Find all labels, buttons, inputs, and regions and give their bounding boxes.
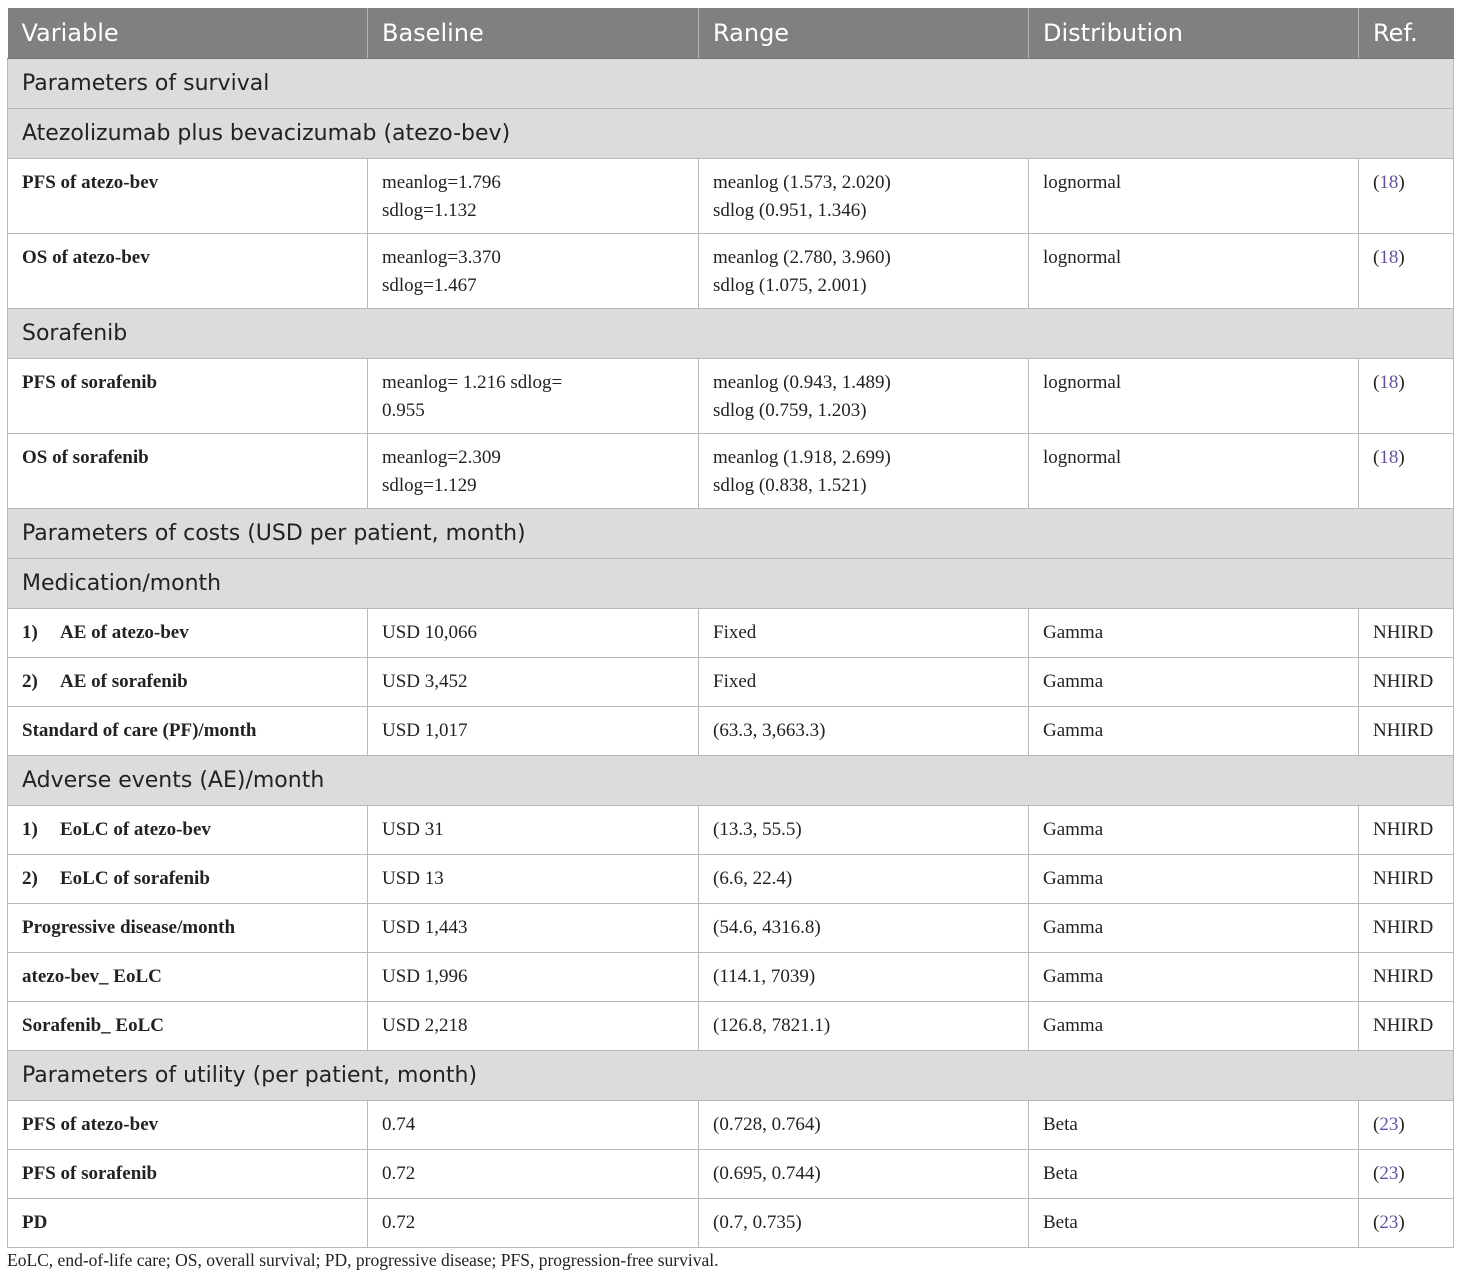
table-body: [8, 59, 1454, 1248]
cell-variable: [8, 658, 368, 707]
range-line: meanlog (1.918, 2.699): [713, 447, 891, 468]
baseline-line: meanlog=1.796: [382, 172, 501, 193]
table-row: [8, 953, 1454, 1002]
parameters-table: [7, 8, 1454, 1248]
cell-variable: [8, 434, 368, 509]
cell-distribution: Gamma: [1029, 658, 1359, 707]
range-line: (54.6, 4316.8): [713, 917, 821, 938]
cell-baseline: [368, 953, 699, 1002]
section-row: [8, 1051, 1454, 1101]
cell-distribution: lognormal: [1029, 234, 1359, 309]
range-line: (0.695, 0.744): [713, 1163, 821, 1184]
baseline-line: meanlog=3.370: [382, 247, 501, 268]
section-label: Parameters of costs (USD per patient, month): [8, 509, 1454, 559]
range-line: (0.728, 0.764): [713, 1114, 821, 1135]
cell-ref: NHIRD: [1359, 658, 1454, 707]
cell-ref: (18): [1359, 159, 1454, 234]
table-row: [8, 434, 1454, 509]
reference-link[interactable]: 18: [1379, 447, 1399, 468]
cell-variable: [8, 609, 368, 658]
section-row: [8, 309, 1454, 359]
baseline-line: meanlog=2.309: [382, 447, 501, 468]
cell-variable: [8, 1101, 368, 1150]
cell-ref: NHIRD: [1359, 953, 1454, 1002]
reference-link[interactable]: 18: [1379, 247, 1399, 268]
table-row: [8, 1101, 1454, 1150]
variable-label: OS of atezo-bev: [22, 247, 150, 268]
cell-baseline: [368, 609, 699, 658]
cell-variable: [8, 1199, 368, 1248]
cell-variable: [8, 1150, 368, 1199]
table-row: [8, 806, 1454, 855]
cell-baseline: [368, 1002, 699, 1051]
table-row: [8, 159, 1454, 234]
section-row: [8, 59, 1454, 109]
range-line: (6.6, 22.4): [713, 868, 793, 889]
cell-baseline: [368, 359, 699, 434]
cell-baseline: [368, 806, 699, 855]
cell-range: [699, 707, 1029, 756]
range-line: meanlog (2.780, 3.960): [713, 247, 891, 268]
table-row: [8, 658, 1454, 707]
cell-range: [699, 806, 1029, 855]
section-row: [8, 559, 1454, 609]
table-row: [8, 707, 1454, 756]
cell-distribution: Beta: [1029, 1150, 1359, 1199]
variable-label: PFS of atezo-bev: [22, 1114, 159, 1135]
variable-label: AE of atezo-bev: [60, 622, 189, 643]
reference-link[interactable]: 23: [1379, 1212, 1399, 1233]
cell-range: [699, 658, 1029, 707]
header-range: Range: [699, 8, 1029, 59]
table-row: [8, 855, 1454, 904]
cell-ref: NHIRD: [1359, 855, 1454, 904]
header-row: [8, 8, 1454, 59]
cell-ref: NHIRD: [1359, 609, 1454, 658]
cell-variable: [8, 904, 368, 953]
range-line: meanlog (0.943, 1.489): [713, 372, 891, 393]
section-row: [8, 756, 1454, 806]
table-footnote: EoLC, end-of-life care; OS, overall survival; PD, progressive disease; PFS, progression-free survival.: [7, 1250, 719, 1270]
table-row: [8, 904, 1454, 953]
cell-distribution: Beta: [1029, 1101, 1359, 1150]
cell-baseline: [368, 855, 699, 904]
cell-range: [699, 1101, 1029, 1150]
section-label: Parameters of utility (per patient, month): [8, 1051, 1454, 1101]
baseline-line: 0.955: [382, 400, 425, 421]
cell-range: [699, 1199, 1029, 1248]
header-variable: Variable: [8, 8, 368, 59]
variable-label: PFS of atezo-bev: [22, 172, 159, 193]
reference-link[interactable]: 18: [1379, 372, 1399, 393]
range-line: (63.3, 3,663.3): [713, 720, 826, 741]
baseline-line: USD 1,443: [382, 917, 468, 938]
section-label: Atezolizumab plus bevacizumab (atezo-bev): [8, 109, 1454, 159]
reference-link[interactable]: 23: [1379, 1163, 1399, 1184]
cell-baseline: [368, 1199, 699, 1248]
cell-range: [699, 855, 1029, 904]
cell-variable: [8, 855, 368, 904]
table-row: [8, 359, 1454, 434]
range-line: sdlog (0.759, 1.203): [713, 400, 867, 421]
cell-ref: NHIRD: [1359, 707, 1454, 756]
baseline-line: USD 1,996: [382, 966, 468, 987]
cell-baseline: [368, 434, 699, 509]
cell-distribution: Gamma: [1029, 609, 1359, 658]
header-baseline: Baseline: [368, 8, 699, 59]
variable-label: EoLC of sorafenib: [60, 868, 210, 889]
cell-ref: (23): [1359, 1150, 1454, 1199]
cell-distribution: Gamma: [1029, 1002, 1359, 1051]
variable-label: PFS of sorafenib: [22, 372, 158, 393]
table-row: [8, 609, 1454, 658]
baseline-line: USD 31: [382, 819, 444, 840]
section-label: Parameters of survival: [8, 59, 1454, 109]
cell-variable: [8, 359, 368, 434]
variable-label: Progressive disease/month: [22, 917, 236, 938]
range-line: sdlog (1.075, 2.001): [713, 275, 867, 296]
range-line: (126.8, 7821.1): [713, 1015, 831, 1036]
baseline-line: 0.74: [382, 1114, 416, 1135]
reference-link[interactable]: 18: [1379, 172, 1399, 193]
cell-baseline: [368, 904, 699, 953]
cell-baseline: [368, 234, 699, 309]
baseline-line: USD 10,066: [382, 622, 478, 643]
section-row: [8, 509, 1454, 559]
variable-label: atezo-bev_ EoLC: [22, 966, 162, 987]
cell-ref: NHIRD: [1359, 1002, 1454, 1051]
item-number: 1): [22, 622, 38, 643]
range-line: meanlog (1.573, 2.020): [713, 172, 891, 193]
cell-range: [699, 159, 1029, 234]
cell-baseline: [368, 658, 699, 707]
baseline-line: meanlog= 1.216 sdlog=: [382, 372, 563, 393]
cell-variable: [8, 234, 368, 309]
range-line: Fixed: [713, 671, 757, 692]
cell-baseline: [368, 1150, 699, 1199]
variable-label: PD: [22, 1212, 48, 1233]
variable-label: Standard of care (PF)/month: [22, 720, 257, 741]
cell-baseline: [368, 707, 699, 756]
parameters-table-container: [7, 8, 1453, 1248]
cell-range: [699, 904, 1029, 953]
cell-ref: NHIRD: [1359, 904, 1454, 953]
range-line: (13.3, 55.5): [713, 819, 802, 840]
section-row: [8, 109, 1454, 159]
section-label: Adverse events (AE)/month: [8, 756, 1454, 806]
variable-label: Sorafenib_ EoLC: [22, 1015, 164, 1036]
cell-ref: (23): [1359, 1199, 1454, 1248]
variable-label: EoLC of atezo-bev: [60, 819, 211, 840]
baseline-line: sdlog=1.467: [382, 275, 477, 296]
cell-variable: [8, 1002, 368, 1051]
baseline-line: USD 13: [382, 868, 444, 889]
cell-variable: [8, 806, 368, 855]
cell-distribution: lognormal: [1029, 359, 1359, 434]
cell-range: [699, 1002, 1029, 1051]
cell-range: [699, 1150, 1029, 1199]
baseline-line: 0.72: [382, 1163, 416, 1184]
section-label: Sorafenib: [8, 309, 1454, 359]
header-distribution: Distribution: [1029, 8, 1359, 59]
range-line: sdlog (0.951, 1.346): [713, 200, 867, 221]
reference-link[interactable]: 23: [1379, 1114, 1399, 1135]
cell-ref: (18): [1359, 434, 1454, 509]
cell-variable: [8, 953, 368, 1002]
cell-baseline: [368, 1101, 699, 1150]
cell-variable: [8, 159, 368, 234]
header-ref: Ref.: [1359, 8, 1454, 59]
cell-ref: (23): [1359, 1101, 1454, 1150]
range-line: sdlog (0.838, 1.521): [713, 475, 867, 496]
variable-label: OS of sorafenib: [22, 447, 149, 468]
cell-ref: (18): [1359, 234, 1454, 309]
cell-distribution: lognormal: [1029, 434, 1359, 509]
baseline-line: USD 1,017: [382, 720, 468, 741]
cell-distribution: Gamma: [1029, 904, 1359, 953]
cell-range: [699, 953, 1029, 1002]
cell-distribution: Gamma: [1029, 806, 1359, 855]
table-row: [8, 1002, 1454, 1051]
cell-range: [699, 434, 1029, 509]
baseline-line: USD 2,218: [382, 1015, 468, 1036]
cell-ref: (18): [1359, 359, 1454, 434]
cell-baseline: [368, 159, 699, 234]
baseline-line: sdlog=1.129: [382, 475, 477, 496]
range-line: (114.1, 7039): [713, 966, 816, 987]
cell-range: [699, 234, 1029, 309]
range-line: Fixed: [713, 622, 757, 643]
baseline-line: USD 3,452: [382, 671, 468, 692]
variable-label: AE of sorafenib: [60, 671, 188, 692]
section-label: Medication/month: [8, 559, 1454, 609]
item-number: 2): [22, 868, 38, 889]
baseline-line: 0.72: [382, 1212, 416, 1233]
item-number: 2): [22, 671, 38, 692]
cell-distribution: Beta: [1029, 1199, 1359, 1248]
table-row: [8, 1199, 1454, 1248]
baseline-line: sdlog=1.132: [382, 200, 477, 221]
table-row: [8, 1150, 1454, 1199]
cell-distribution: lognormal: [1029, 159, 1359, 234]
range-line: (0.7, 0.735): [713, 1212, 802, 1233]
cell-distribution: Gamma: [1029, 707, 1359, 756]
cell-variable: [8, 707, 368, 756]
cell-range: [699, 609, 1029, 658]
cell-ref: NHIRD: [1359, 806, 1454, 855]
cell-distribution: Gamma: [1029, 953, 1359, 1002]
variable-label: PFS of sorafenib: [22, 1163, 158, 1184]
cell-distribution: Gamma: [1029, 855, 1359, 904]
item-number: 1): [22, 819, 38, 840]
cell-range: [699, 359, 1029, 434]
table-row: [8, 234, 1454, 309]
